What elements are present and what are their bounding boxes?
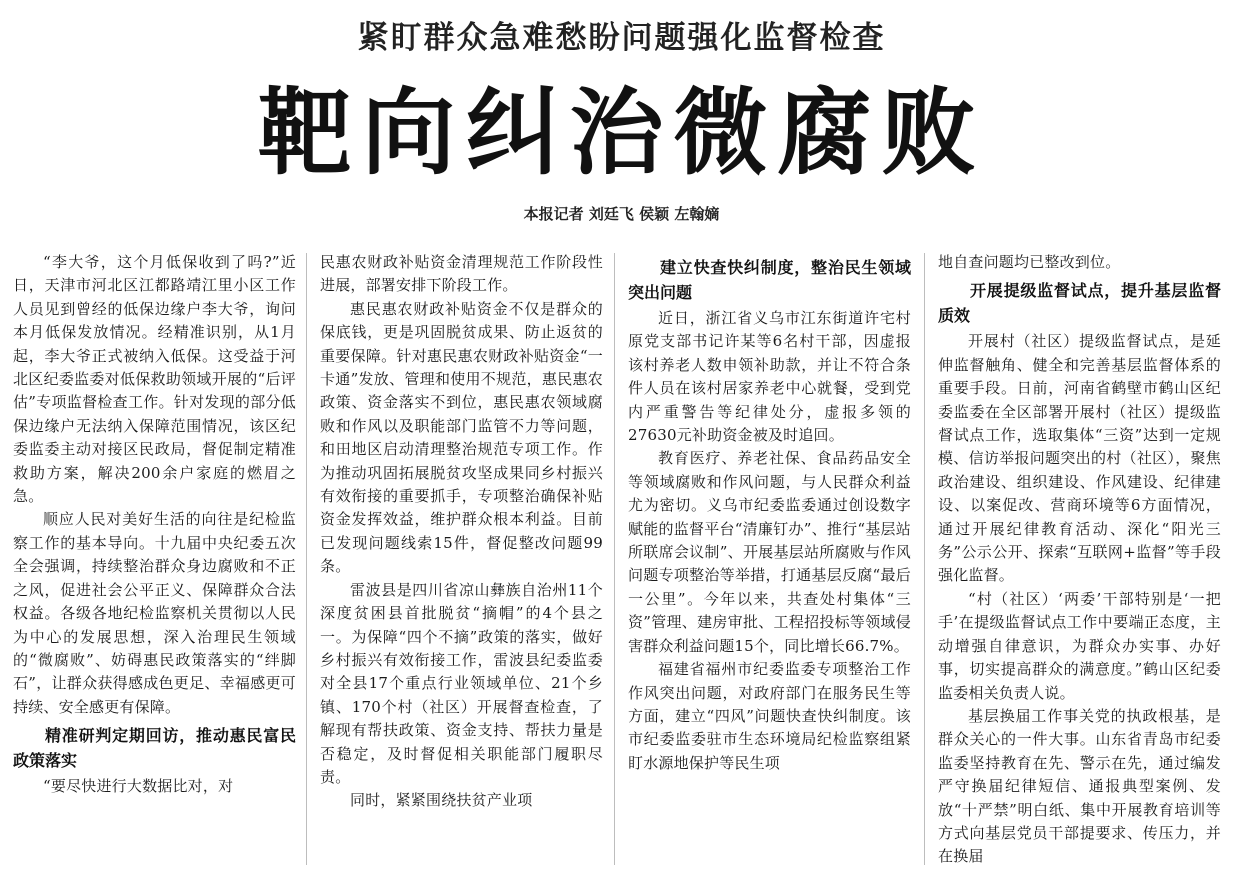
paragraph: “李大爷，这个月低保收到了吗?”近日，天津市河北区江都路靖江里小区工作人员见到曾经的低保边缘户李大爷，询问本月低保发放情况。经精准识别，从1月起，李大爷正式被纳入低保。这受益于河北区纪委监委对低保救助领域开展的“后评估”专项监督检查工作。针对发现的部分低保边缘户无法纳入保障范围情况，该区纪委监委主动对接区民政局，督促制定精准救助方案，解决200余户家庭的燃眉之急。 xyxy=(13,253,296,506)
paragraph: 顺应人民对美好生活的向往是纪检监察工作的基本导向。十九届中央纪委五次全会强调，持续整治群众身边腐败和不正之风，促进社会公平正义、保障群众合法权益。各级各地纪检监察机关贯彻以人民为中心的发展思想，深入治理民生领域的“微腐败”、妨碍惠民政策落实的“绊脚石”，让群众获得感成色更足、幸福感更可持续、安全感更有保障。 xyxy=(13,510,296,716)
article-headline: 靶向纠治微腐败 xyxy=(257,79,986,188)
paragraph: 教育医疗、养老社保、食品药品安全等领域腐败和作风问题，与人民群众利益尤为密切。义乌市纪委监委通过创设数字赋能的监督平台“清廉钉办”、推行“基层站所联席会议制”、开展基层站所腐败与作风问题专项整治等举措，打通基层反腐“最后一公里”。今年以来，共查处村集体“三资”管理、建房审批、工程招投标等领域侵害群众利益问题15个，同比增长66.7%。 xyxy=(628,449,911,655)
paragraph: 惠民惠农财政补贴资金不仅是群众的保底钱，更是巩固脱贫成果、防止返贫的重要保障。针对惠民惠农财政补贴资金“一卡通”发放、管理和使用不规范，惠民惠农政策、资金落实不到位，惠民惠农领域腐败和作风以及职能部门监管不力等问题，和田地区启动清理整治规范专项工作。作为推动巩固拓展脱贫攻坚成果同乡村振兴有效衔接的重要抓手，专项整治确保补贴资金发挥效益，维护群众根本利益。目前已发现问题线索15件，督促整改问题99条。 xyxy=(320,299,603,576)
paragraph: 近日，浙江省义乌市江东街道许宅村原党支部书记许某等6名村干部，因虚报该村养老人数申领补助款，并让不符合条件人员在该村居家养老中心就餐，受到党内严重警告等纪律处分，虚报多领的27630元补助资金被及时追回。 xyxy=(628,309,911,445)
paragraph-continued: 地自查问题均已整改到位。 xyxy=(938,253,1121,271)
paragraph: 基层换届工作事关党的执政根基，是群众关心的一件大事。山东省青岛市纪委监委坚持教育在先、警示在先，通过编发严守换届纪律短信、通报典型案例、发放“十严禁”明白纸、集中开展教育培训等方式向基层党员干部提要求、传压力，并在换届 xyxy=(938,706,1221,866)
paragraph: “要尽快进行大数据比对，对 xyxy=(43,777,234,796)
section-heading: 开展提级监督试点，提升基层监督质效 xyxy=(938,281,1221,326)
text-column-3 xyxy=(628,251,911,872)
text-column-1 xyxy=(13,251,296,872)
section-heading: 建立快查快纠制度，整治民生领域突出问题 xyxy=(628,258,911,302)
section-heading: 精准研判定期回访，推动惠民富民政策落实 xyxy=(13,726,296,771)
article-byline: 本报记者 刘廷飞 侯颖 左翰嫡 xyxy=(523,205,720,223)
paragraph-continued: 民惠农财政补贴资金清理规范工作阶段性进展，部署安排下阶段工作。 xyxy=(320,253,603,295)
article-body xyxy=(0,251,1243,872)
paragraph: 开展村（社区）提级监督试点，是延伸监督触角、健全和完善基层监督体系的重要手段。日前，河南省鹤壁市鹤山区纪委监委在全区部署开展村（社区）提级监督试点工作，选取集体“三资”达到一定规模、信访举报问题突出的村（社区），聚焦政治建设、组织建设、作风建设、纪律建设、以案促改、营商环境等6方面情况，通过开展纪律教育活动、深化“阳光三务”公示公开、探索“互联网+监督”等手段强化监督。 xyxy=(938,332,1221,585)
paragraph: 同时，紧紧围绕扶贫产业项 xyxy=(350,791,533,810)
paragraph: 福建省福州市纪委监委专项整治工作作风突出问题，对政府部门在服务民生等方面，建立“四风”问题快查快纠制度。该市纪委监委驻市生态环境局纪检监察组紧盯水源地保护等民生项 xyxy=(628,660,911,772)
article-kicker: 紧盯群众急难愁盼问题强化监督检查 xyxy=(357,20,886,56)
text-column-4 xyxy=(938,251,1221,872)
text-column-2 xyxy=(320,251,603,872)
paragraph: “村（社区）‘两委’干部特别是‘一把手’在提级监督试点工作中要端正态度，主动增强自律意识，为群众办实事、办好事，切实提高群众的满意度。”鹤山区纪委监委相关负责人说。 xyxy=(938,589,1221,702)
paragraph: 雷波县是四川省凉山彝族自治州11个深度贫困县首批脱贫“摘帽”的4个县之一。为保障“四个不摘”政策的落实，做好乡村振兴有效衔接工作，雷波县纪委监委对全县17个重点行业领域单位、21个乡镇、170个村（社区）开展督查检查，了解现有帮扶政策、资金支持、帮扶力量是否稳定，及时督促相关职能部门履职尽责。 xyxy=(320,580,603,786)
